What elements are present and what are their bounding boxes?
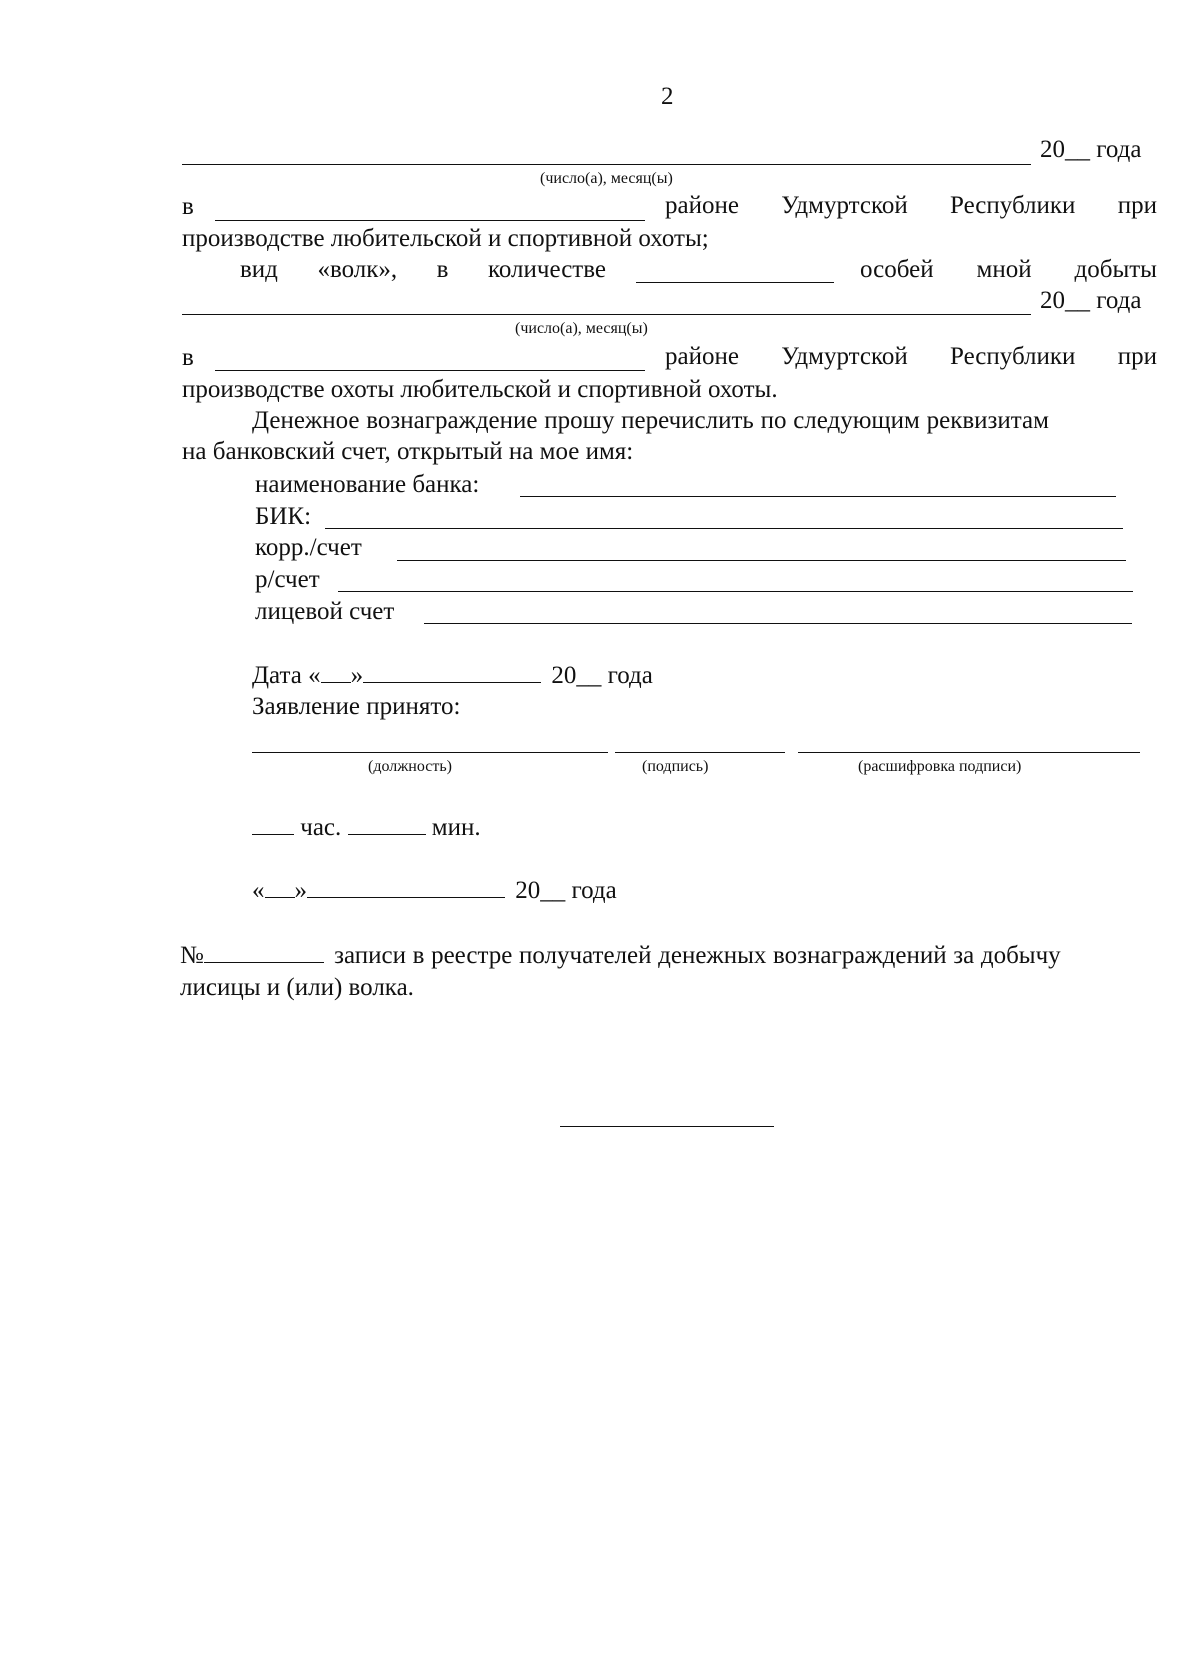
year-text-2: 20__ года — [1040, 287, 1142, 314]
quantity-blank[interactable] — [636, 282, 834, 283]
page-number: 2 — [661, 83, 674, 110]
wolf-word: добыты — [1074, 256, 1157, 283]
district-blank-1[interactable] — [215, 220, 645, 221]
signature-transcript-field[interactable] — [798, 752, 1140, 753]
number-sign: № — [180, 942, 204, 969]
day-blank-2[interactable] — [265, 875, 295, 898]
corr-account-field[interactable] — [397, 560, 1126, 561]
account-field[interactable] — [338, 591, 1133, 592]
date-caption-1: (число(а), месяц(ы) — [540, 170, 673, 187]
wolf-word: в — [436, 256, 449, 283]
district-word: Республики — [950, 192, 1076, 219]
district-word: районе — [665, 192, 739, 219]
wolf-word: вид — [240, 256, 278, 283]
closing-separator — [560, 1126, 774, 1127]
bank-name-field[interactable] — [520, 496, 1116, 497]
district-word: Удмуртской — [781, 343, 908, 370]
signature-caption: (подпись) — [642, 758, 709, 775]
hours-label: час. — [300, 814, 342, 841]
personal-account-field[interactable] — [424, 623, 1132, 624]
in-prefix-1: в — [182, 193, 194, 220]
wolf-line-left — [240, 255, 606, 285]
position-caption: (должность) — [368, 758, 452, 775]
minutes-label: мин. — [431, 814, 481, 841]
bik-field[interactable] — [325, 528, 1123, 529]
accepted-label: Заявление принято: — [252, 693, 461, 720]
wolf-word: количестве — [488, 256, 606, 283]
date2-year: 20__ года — [515, 877, 617, 904]
year-text-1: 20__ года — [1040, 136, 1142, 163]
district-word: Республики — [950, 343, 1076, 370]
month-blank[interactable] — [363, 660, 541, 683]
registry-line-2: лисицы и (или) волка. — [180, 974, 414, 1001]
date-line-2 — [252, 875, 617, 906]
corr-account-label: корр./счет — [255, 534, 362, 561]
in-prefix-2: в — [182, 344, 194, 371]
continuation-1: производстве любительской и спортивной охоты; — [182, 225, 709, 252]
district-line-1 — [665, 191, 1157, 221]
reward-line-1: Денежное вознаграждение прошу перечислить по следующим реквизитам — [252, 407, 1049, 434]
date-close: » — [350, 662, 364, 689]
wolf-word: мной — [976, 256, 1032, 283]
registry-line-1 — [180, 940, 1061, 971]
district-word: районе — [665, 343, 739, 370]
hours-blank[interactable] — [252, 812, 294, 835]
account-label: р/счет — [255, 566, 320, 593]
wolf-line-right — [860, 255, 1157, 285]
position-field[interactable] — [252, 752, 608, 753]
continuation-2: производстве охоты любительской и спортивной охоты. — [182, 376, 778, 403]
date-line — [252, 660, 653, 691]
wolf-word: «волк», — [317, 256, 398, 283]
day-blank[interactable] — [321, 660, 351, 683]
district-word: Удмуртской — [781, 192, 908, 219]
district-word: при — [1117, 343, 1157, 370]
time-line — [252, 812, 481, 843]
district-word: при — [1117, 192, 1157, 219]
date-year: 20__ года — [551, 662, 653, 689]
date-blank-line-2[interactable] — [182, 314, 1031, 315]
registry-number-blank[interactable] — [204, 940, 324, 963]
date-caption-2: (число(а), месяц(ы) — [515, 320, 648, 337]
signature-field[interactable] — [615, 752, 785, 753]
reward-line-2: на банковский счет, открытый на мое имя: — [182, 438, 634, 465]
bik-label: БИК: — [255, 503, 312, 530]
wolf-word: особей — [860, 256, 934, 283]
district-blank-2[interactable] — [215, 370, 645, 371]
minutes-blank[interactable] — [348, 812, 426, 835]
transcript-caption: (расшифровка подписи) — [858, 758, 1022, 775]
date2-open: « — [252, 877, 265, 904]
date-prefix: Дата « — [252, 662, 321, 689]
registry-text: записи в реестре получателей денежных вознаграждений за добычу — [334, 942, 1061, 969]
bank-name-label: наименование банка: — [255, 471, 480, 498]
month-blank-2[interactable] — [307, 875, 505, 898]
date2-close: » — [294, 877, 307, 904]
district-line-2 — [665, 342, 1157, 372]
personal-account-label: лицевой счет — [255, 598, 395, 625]
date-blank-line-1[interactable] — [182, 164, 1031, 165]
